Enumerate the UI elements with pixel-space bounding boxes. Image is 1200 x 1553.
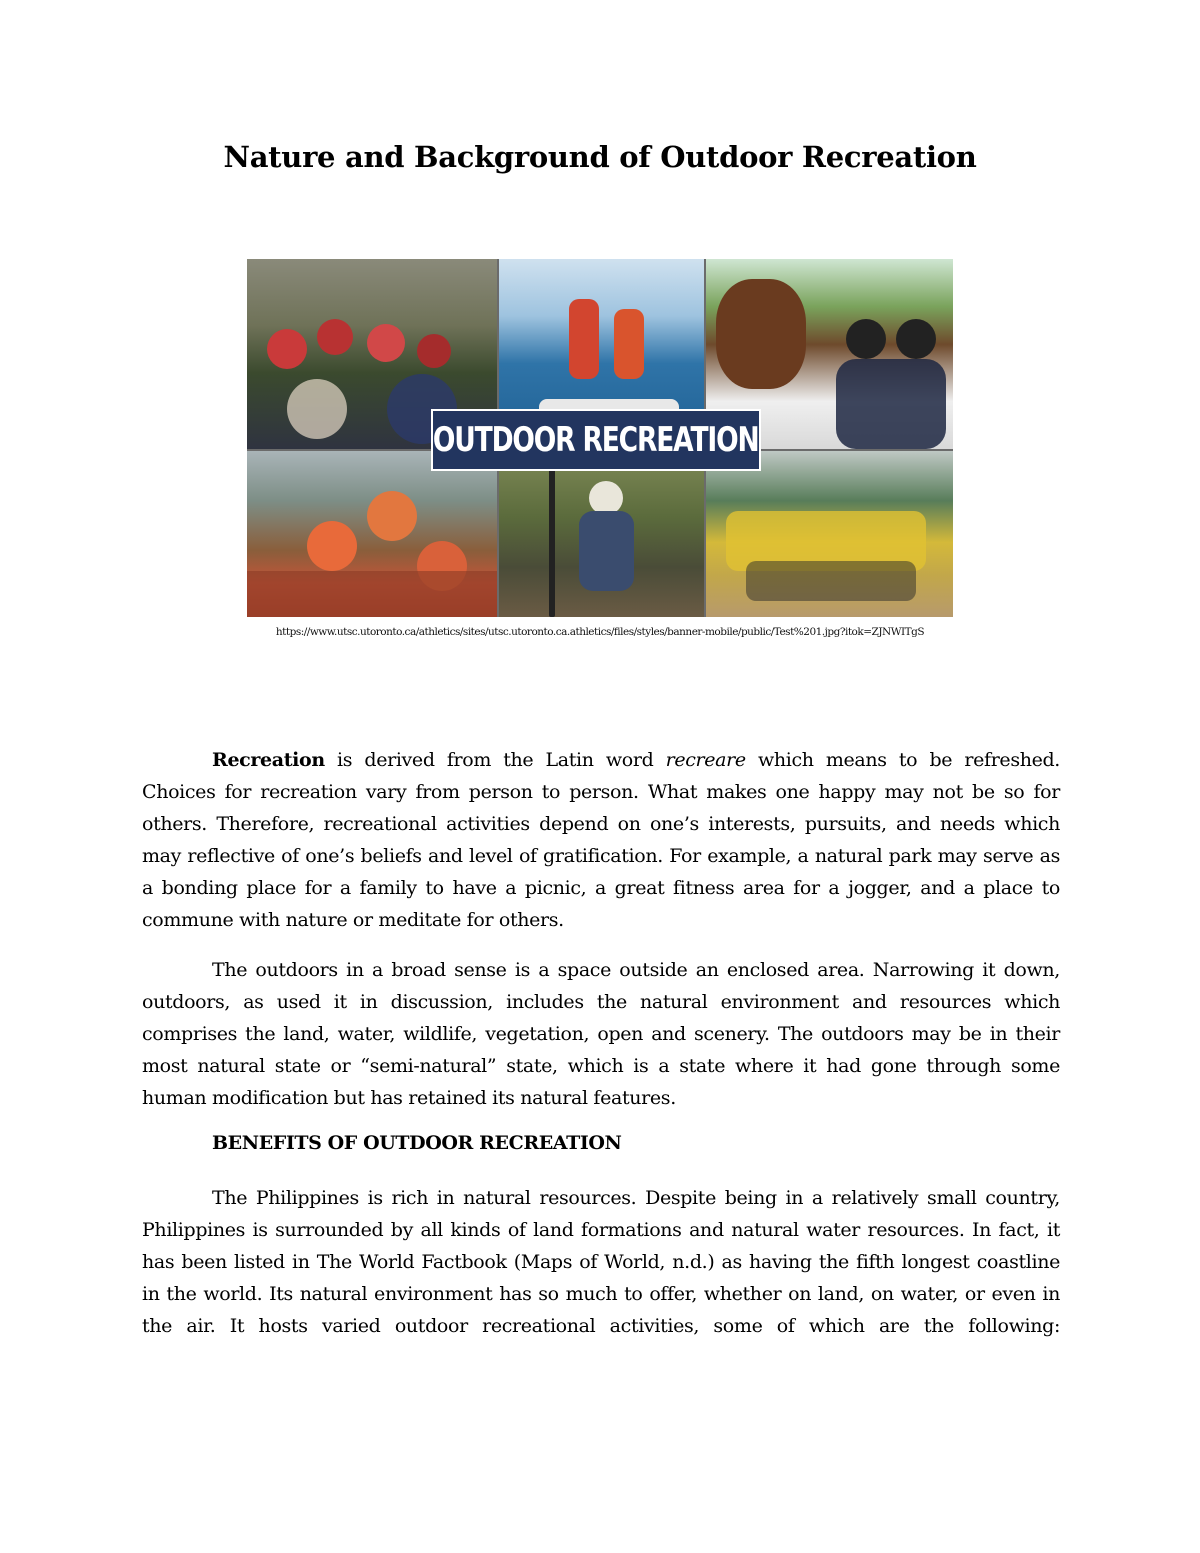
section-heading-benefits: BENEFITS OF OUTDOOR RECREATION: [212, 1132, 622, 1154]
paragraph-outdoors-definition: The outdoors in a broad sense is a space outside an enclosed area. Narrowing it down, outdoors, as used it in discussion, includes the natural environment and resources which comprises the land, water, wildlife, vegetation, open and scenery. The outdoors may be in their most natural state or “semi-natural” state, which is a state where it had gone through some human modification but has retained its natural features.: [142, 959, 1060, 1109]
recreation-bold-term: Recreation: [212, 749, 325, 771]
outdoor-recreation-banner: [431, 409, 761, 471]
paragraph-philippines-resources: The Philippines is rich in natural resources. Despite being in a relatively small country, Philippines is surrounded by all kinds of land formations and natural water resources. In fact, it has been listed in The World Factbook (Maps of World, n.d.) as having the fifth longest coastline in the world. Its natural environment has so much to offer, whether on land, on water, or even in the air. It hosts varied outdoor recreational activities, some of which are the following:: [142, 1187, 1060, 1337]
recreare-italic-term: recreare: [665, 749, 746, 771]
page-title: Nature and Background of Outdoor Recreation: [223, 140, 977, 174]
dragon-boat-photo: [247, 451, 497, 617]
rafting-group-photo: [706, 451, 953, 617]
image-source-caption: https://www.utsc.utoronto.ca/athletics/sites/utsc.utoronto.ca.athletics/files/styles/banner-mobile/public/Test%201.jpg?itok=ZJNWITgS: [275, 626, 925, 638]
paragraph-recreation-definition: Recreation is derived from the Latin word recreare which means to be refreshed. Choices for recreation vary from person to person. What makes one happy may not be so for others. Therefore, recreational activities depend on one’s interests, pursuits, and needs which may reflective of one’s beliefs and level of gratification. For example, a natural park may serve as a bonding place for a family to have a picnic, a great fitness area for a jogger, and a place to commune with nature or meditate for others.: [142, 749, 1061, 931]
high-ropes-course-photo: [499, 451, 704, 617]
banner-text: OUTDOOR RECREATION: [433, 420, 759, 460]
outdoor-recreation-collage-image: [247, 259, 953, 617]
